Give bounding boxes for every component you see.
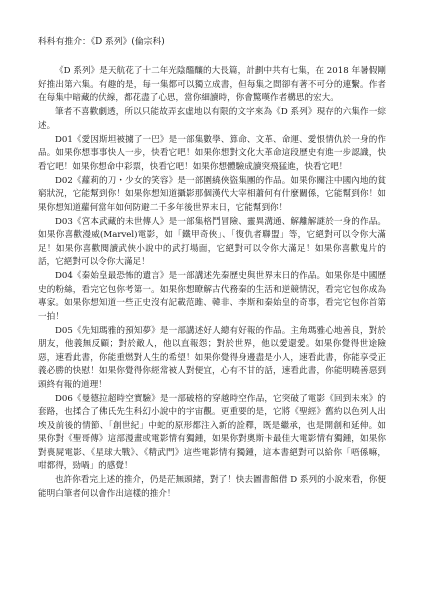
paragraph-summary: 筆者不喜歡劇透，所以只能故弄玄虛地以有限的文字來為《D 系列》現存的六集作一綜述。 (38, 107, 386, 131)
paragraph-d03: D03《宮本武藏的未世傳人》是一部集格鬥冒險、靈異溝通、解離解謎於一身的作品。如果你喜歡漫威(Marvel)電影，如「鐵甲奇俠」、「復仇者聯盟」等，它絕對可以令你大滿足！如果你喜歡閱讀武俠小說中的武打場面，它絕對可以令你大滿足！如果你喜歡鬼片的話，它絕對可以令你大滿足！ (38, 216, 386, 267)
paragraph-intro: 《D 系列》是天航花了十二年光陰醞釀的大長篇，計劃中共有七集，在 2018 年暑假剛好推出第六集。有趣的是，每一集都可以獨立成書，但每集之間卻有著不可分的連繫。作者在每集中暗藏的伏線，都花盡了心思，當你細讀時，你會驚嘆作者構思的宏大。 (38, 66, 386, 103)
paragraph-d04: D04《秦始皇最恐怖的遺言》是一部講述先秦歷史與世界末日的作品。如果你是中國歷史的粉絲，看完它包你考第一。如果你想瞭解古代務秦的生活和逆競情況，看完它包你成為專家。如果你想知道一些正史沒有記載范雎、韓非、李斯和秦始皇的奇事，看完它包你首第一拍！ (38, 271, 386, 322)
paragraph-d06: D06《曼德拉超時空實驗》是一部破格的穿越時空作品，它突破了電影《回到未來》的套路，也揉合了佛氏先生科幻小說中的宇宙觀。更重要的是，它將《聖經》舊約以色列人出埃及前後的情節、「創世紀」中蛇的原形都注入新的詮釋，既是繼承，也是開創和延伸。如果你對《聖哥傳》這部漫畫或電影情有獨鍾，如果你對奧斯卡最佳大電影情有獨鍾，如果你對喪屍電影、《星球大戰》、《精武門》這些電影情有獨鍾，這本書絕對可以給你「唔係嘛，咁都得，勁喎」的感覺！ (38, 393, 386, 471)
document-heading: 科科有推介：《D 系列》(倫宗科) (38, 37, 165, 47)
paragraph-d01: D01《愛因斯坦被擄了一巴》是一部集數學、算命、文革、命運、愛恨情仇於一身的作品。如果你想事事快人一步，快看它吧！如果你想對文化大革命這段歷史有進一步認識，快看它吧！如果你想命中彩票，快看它吧！如果你想體驗成讀突飛猛進，快看它吧！ (38, 134, 386, 172)
paragraph-conclusion: 也許你看完上述的推介，仍是茫無頭緒，對了！快去圖書館借 D 系列的小說來看，你便能明白筆者何以會作出這樣的推介！ (38, 475, 386, 499)
paragraph-d05: D05《先知瑪雅的預知夢》是一部講述好人總有好報的作品。主角瑪雅心地善良，對於朋友，他義無反顧；對於敵人，他以直報怨；對於世界，他以愛還愛。如果你覺得世途險惡，速看此書，你能重燃對人生的希望！如果你覺得身邊盡是小人，速看此書，你能享受正義必勝的快慰！如果你覺得你經常被人對便宜，心有不甘的話，速看此書，你能明曉善惡到頭終有報的道理！ (38, 325, 386, 390)
paragraph-d02: D02《蘿莉的刀・少女的笑容》是一部圍繞俠盜集團的作品。如果你關注中國內地的貧窮狀況，它能幫到你！如果你想知道攝影那個漢代大宰相蕭何有什麼關係，它能幫到你！如果你想知道蘿何當年如何防避二千多年後世界末日，它能幫到你！ (38, 175, 386, 213)
